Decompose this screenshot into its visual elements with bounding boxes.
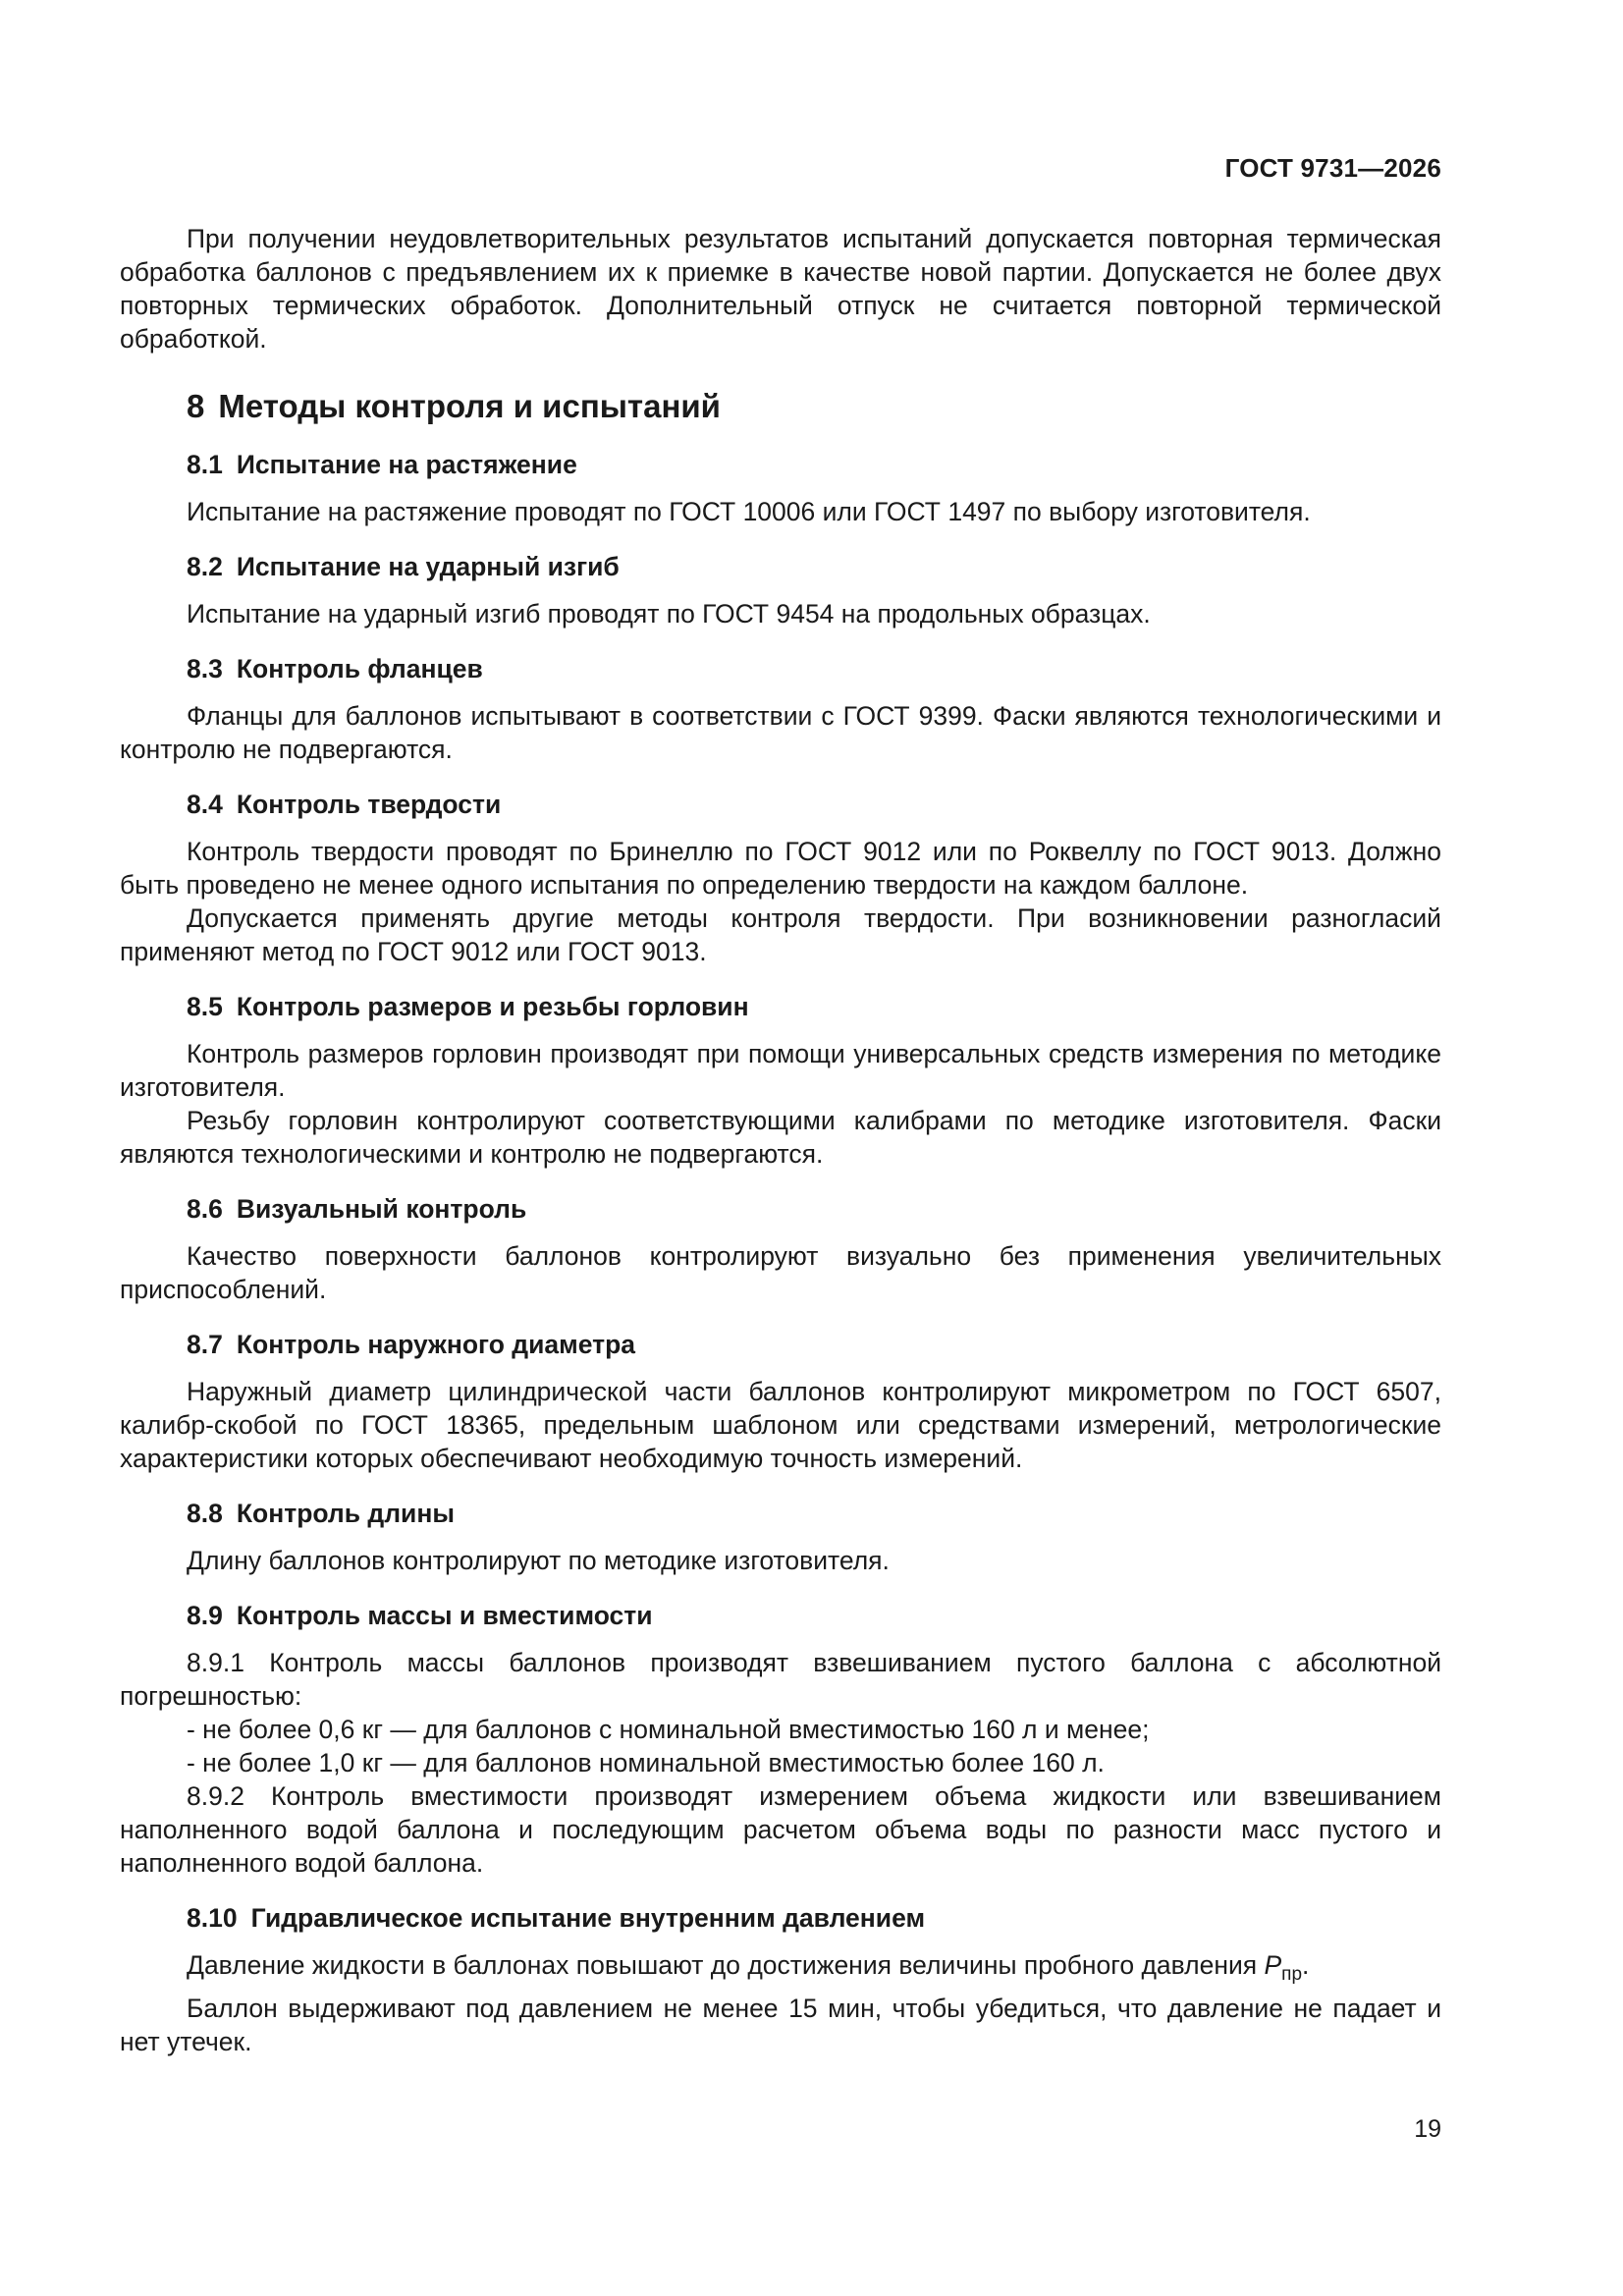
pressure-subscript: пр bbox=[1281, 1964, 1303, 1985]
subsection-8-9-heading bbox=[187, 1599, 1441, 1632]
subsection-8-5-heading bbox=[187, 990, 1441, 1023]
subsection-8-2-heading bbox=[187, 550, 1441, 583]
subsection-number: 8.10 bbox=[187, 1903, 238, 1933]
section-number: 8 bbox=[187, 388, 205, 424]
subsection-8-10-heading bbox=[187, 1901, 1441, 1935]
paragraph-8-5-1: Контроль размеров горловин производят при помощи универсальных средств измерения по методике изготовителя. bbox=[120, 1039, 1441, 1102]
subsection-number: 8.4 bbox=[187, 790, 223, 819]
section-8-heading bbox=[187, 387, 1441, 426]
subsection-title: Контроль фланцев bbox=[236, 654, 483, 683]
subsection-number: 8.2 bbox=[187, 552, 223, 581]
paragraph-8-4-2: Допускается применять другие методы контроля твердости. При возникновении разногласий применяют метод по ГОСТ 9012 или ГОСТ 9013. bbox=[120, 903, 1441, 966]
section-title: Методы контроля и испытаний bbox=[218, 388, 721, 424]
paragraph-8-3: Фланцы для баллонов испытывают в соответствии с ГОСТ 9399. Фаски являются технологическими и контролю не подвергаются. bbox=[120, 701, 1441, 764]
subsection-number: 8.3 bbox=[187, 654, 223, 683]
paragraph-8-1: Испытание на растяжение проводят по ГОСТ 10006 или ГОСТ 1497 по выбору изготовителя. bbox=[187, 497, 1311, 526]
subsection-title: Контроль размеров и резьбы горловин bbox=[236, 992, 749, 1021]
subsection-number: 8.6 bbox=[187, 1194, 223, 1224]
paragraph-8-4-1: Контроль твердости проводят по Бринеллю по ГОСТ 9012 или по Роквеллу по ГОСТ 9013. Должно быть проведено не менее одного испытания по определению твердости на каждом баллоне. bbox=[120, 837, 1441, 900]
subsection-8-8-heading bbox=[187, 1497, 1441, 1530]
subsection-title: Контроль твердости bbox=[236, 790, 502, 819]
subsection-8-3-heading bbox=[187, 652, 1441, 685]
pressure-symbol: P bbox=[1264, 1950, 1282, 1980]
subsection-title: Визуальный контроль bbox=[236, 1194, 527, 1224]
paragraph-8-5-2: Резьбу горловин контролируют соответствующими калибрами по методике изготовителя. Фаски являются технологическими и контролю не подвергаются. bbox=[120, 1106, 1441, 1169]
paragraph-8-10-1 bbox=[120, 1948, 1441, 1992]
subsection-title: Контроль наружного диаметра bbox=[236, 1330, 636, 1359]
paragraph-8-10-2: Баллон выдерживают под давлением не менее 15 мин, чтобы убедиться, что давление не падает и нет утечек. bbox=[120, 1994, 1441, 2056]
document-code: ГОСТ 9731—2026 bbox=[1224, 153, 1441, 183]
subsection-number: 8.9 bbox=[187, 1601, 223, 1630]
list-item: - не более 1,0 кг — для баллонов номинальной вместимостью более 160 л. bbox=[187, 1748, 1105, 1777]
subsection-8-4-heading bbox=[187, 788, 1441, 821]
subsection-title: Гидравлическое испытание внутренним давлением bbox=[250, 1903, 926, 1933]
list-item: - не более 0,6 кг — для баллонов с номинальной вместимостью 160 л и менее; bbox=[187, 1715, 1150, 1744]
paragraph-text: Давление жидкости в баллонах повышают до достижения величины пробного давления bbox=[187, 1950, 1265, 1980]
subsection-8-7-heading bbox=[187, 1328, 1441, 1361]
subsection-title: Испытание на растяжение bbox=[236, 450, 577, 479]
subsection-8-1-heading bbox=[187, 448, 1441, 481]
paragraph-8-9-2: 8.9.2 Контроль вместимости производят измерением объема жидкости или взвешиванием наполненного водой баллона и последующим расчетом объема воды по разности масс пустого и наполненного водой баллона. bbox=[120, 1781, 1441, 1878]
subsection-number: 8.7 bbox=[187, 1330, 223, 1359]
subsection-number: 8.5 bbox=[187, 992, 223, 1021]
paragraph-end: . bbox=[1302, 1950, 1310, 1980]
subsection-title: Контроль длины bbox=[236, 1499, 455, 1528]
page-number: 19 bbox=[1414, 2115, 1441, 2143]
subsection-number: 8.1 bbox=[187, 450, 223, 479]
subsection-title: Испытание на ударный изгиб bbox=[236, 552, 620, 581]
subsection-title: Контроль массы и вместимости bbox=[236, 1601, 653, 1630]
subsection-8-6-heading bbox=[187, 1192, 1441, 1226]
paragraph-8-8: Длину баллонов контролируют по методике изготовителя. bbox=[187, 1546, 890, 1575]
intro-paragraph: При получении неудовлетворительных результатов испытаний допускается повторная термическая обработка баллонов с предъявлением их к приемке в качестве новой партии. Допускается не более двух повторных термических обработок. Дополнительный отпуск не считается повторной термической обработкой. bbox=[120, 224, 1441, 354]
paragraph-8-6: Качество поверхности баллонов контролируют визуально без применения увеличительных приспособлений. bbox=[120, 1241, 1441, 1304]
paragraph-8-7: Наружный диаметр цилиндрической части баллонов контролируют микрометром по ГОСТ 6507, калибр-скобой по ГОСТ 18365, предельным шаблоном или средствами измерений, метрологические характеристики которых обеспечивают необходимую точность измерений. bbox=[120, 1377, 1441, 1473]
paragraph-8-9-1: 8.9.1 Контроль массы баллонов производят взвешиванием пустого баллона с абсолютной погрешностью: bbox=[120, 1648, 1441, 1711]
page-body bbox=[120, 222, 1441, 2058]
paragraph-8-2: Испытание на ударный изгиб проводят по ГОСТ 9454 на продольных образцах. bbox=[187, 599, 1151, 629]
subsection-number: 8.8 bbox=[187, 1499, 223, 1528]
